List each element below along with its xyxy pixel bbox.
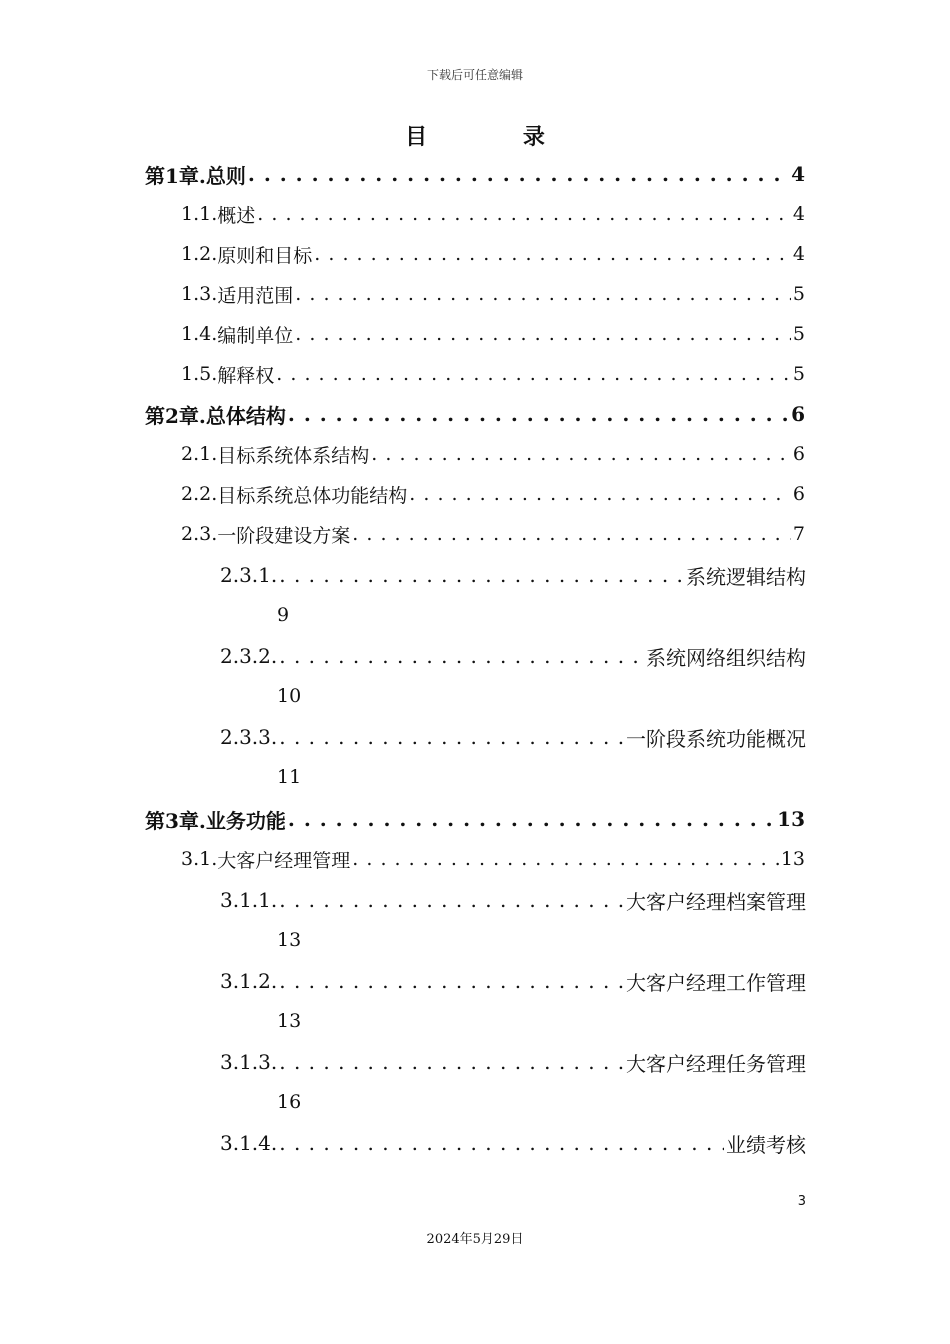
dot-leader — [279, 555, 684, 595]
toc-entry-subsection-3-1-2[interactable] — [220, 961, 806, 1001]
toc-entry-number: 1.2. — [181, 243, 218, 265]
toc-entry-title: 概述 — [217, 204, 256, 227]
toc-entry-page: 9 — [277, 604, 290, 626]
toc-entry-section-3-1[interactable] — [181, 839, 805, 879]
dot-leader — [279, 717, 624, 757]
toc-entry-page: 5 — [792, 283, 805, 305]
toc-entry-page: 4 — [791, 162, 805, 186]
toc-entry-subsection-2-3-1[interactable] — [220, 555, 806, 595]
dot-leader — [279, 1042, 624, 1082]
toc-entry-number: 1.3. — [181, 283, 218, 305]
dot-leader — [279, 961, 624, 1001]
toc-entry-subsection-3-1-4[interactable] — [220, 1123, 806, 1163]
dot-leader — [352, 514, 791, 554]
toc-entry-chapter-1[interactable] — [145, 154, 805, 194]
toc-entry-title: 大客户经理工作管理 — [626, 970, 806, 995]
toc-entry-number: 3.1.2. — [220, 969, 278, 993]
toc-entry-number: 1.1. — [181, 203, 218, 225]
toc-entry-page: 4 — [792, 203, 805, 225]
toc-entry-page: 16 — [277, 1091, 302, 1113]
dot-leader — [371, 434, 791, 474]
toc-entry-title: 系统网络组织结构 — [646, 645, 806, 670]
page-header-note: 下载后可任意编辑 — [426, 68, 523, 82]
footer-date: 2024年5月29日 — [426, 1232, 524, 1247]
toc-entry-page: 5 — [792, 323, 805, 345]
toc-entry-title: 业务功能 — [205, 808, 286, 833]
toc-entry-page: 10 — [277, 685, 302, 707]
toc-entry-page: 5 — [792, 363, 805, 385]
toc-entry-chapter-2[interactable] — [145, 394, 805, 434]
toc-entry-title: 业绩考核 — [726, 1132, 806, 1157]
toc-entry-number: 3.1.1. — [220, 888, 278, 912]
toc-entry-title: 解释权 — [217, 364, 275, 387]
toc-entry-title: 编制单位 — [217, 324, 294, 347]
toc-entry-page: 13 — [277, 1010, 302, 1032]
toc-entry-section-2-1[interactable] — [181, 434, 805, 474]
toc-entry-section-2-3[interactable] — [181, 514, 805, 554]
dot-leader — [288, 799, 775, 839]
toc-entry-subsection-2-3-2[interactable] — [220, 636, 806, 676]
toc-heading: 目 录 — [405, 124, 589, 150]
toc-entry-number: 3.1.3. — [220, 1050, 278, 1074]
dot-leader — [314, 234, 791, 274]
toc-entry-title: 适用范围 — [217, 284, 294, 307]
toc-entry-title: 一阶段系统功能概况 — [626, 726, 806, 751]
toc-entry-title: 大客户经理档案管理 — [626, 889, 806, 914]
toc-entry-title: 原则和目标 — [217, 244, 313, 267]
dot-leader — [279, 880, 624, 920]
dot-leader — [279, 636, 644, 676]
toc-entry-title: 系统逻辑结构 — [686, 564, 806, 589]
toc-entry-title: 大客户经理管理 — [217, 849, 351, 872]
toc-entry-subsection-3-1-1[interactable] — [220, 880, 806, 920]
dot-leader — [295, 314, 791, 354]
toc-entry-number: 2.3.3. — [220, 725, 278, 749]
toc-entry-number: 第3章. — [145, 808, 206, 833]
dot-leader — [352, 839, 779, 879]
toc-entry-title: 总体结构 — [205, 403, 286, 428]
toc-entry-number: 2.3.2. — [220, 644, 278, 668]
toc-entry-title: 目标系统总体功能结构 — [217, 484, 408, 507]
toc-entry-page: 6 — [791, 402, 805, 426]
toc-entry-title: 一阶段建设方案 — [217, 524, 351, 547]
toc-entry-number: 2.2. — [181, 483, 218, 505]
toc-entry-page: 6 — [792, 483, 805, 505]
dot-leader — [279, 1123, 724, 1163]
toc-entry-number: 第2章. — [145, 403, 206, 428]
toc-entry-chapter-3[interactable] — [145, 799, 805, 839]
toc-entry-title: 总则 — [205, 163, 246, 188]
toc-entry-section-1-5[interactable] — [181, 354, 805, 394]
toc-entry-page: 13 — [777, 807, 805, 831]
toc-entry-section-1-1[interactable] — [181, 194, 805, 234]
toc-entry-number: 2.3.1. — [220, 563, 278, 587]
toc-entry-title: 目标系统体系结构 — [217, 444, 370, 467]
toc-entry-number: 1.5. — [181, 363, 218, 385]
page-number: 3 — [797, 1194, 806, 1209]
toc-entry-page: 13 — [780, 848, 805, 870]
dot-leader — [288, 394, 789, 434]
dot-leader — [248, 154, 789, 194]
dot-leader — [409, 474, 791, 514]
toc-entry-page: 4 — [792, 243, 805, 265]
toc-entry-number: 1.4. — [181, 323, 218, 345]
toc-entry-number: 3.1. — [181, 848, 218, 870]
toc-entry-number: 第1章. — [145, 163, 206, 188]
toc-entry-number: 2.3. — [181, 523, 218, 545]
toc-entry-section-1-3[interactable] — [181, 274, 805, 314]
toc-entry-section-2-2[interactable] — [181, 474, 805, 514]
toc-entry-page: 6 — [792, 443, 805, 465]
dot-leader — [295, 274, 791, 314]
toc-entry-page: 7 — [792, 523, 805, 545]
toc-entry-section-1-4[interactable] — [181, 314, 805, 354]
dot-leader — [276, 354, 791, 394]
toc-entry-section-1-2[interactable] — [181, 234, 805, 274]
toc-entry-title: 大客户经理任务管理 — [626, 1051, 806, 1076]
toc-entry-number: 3.1.4. — [220, 1131, 278, 1155]
toc-entry-subsection-3-1-3[interactable] — [220, 1042, 806, 1082]
toc-entry-page: 13 — [277, 929, 302, 951]
toc-entry-subsection-2-3-3[interactable] — [220, 717, 806, 757]
toc-entry-page: 11 — [277, 766, 302, 788]
toc-entry-number: 2.1. — [181, 443, 218, 465]
dot-leader — [257, 194, 791, 234]
